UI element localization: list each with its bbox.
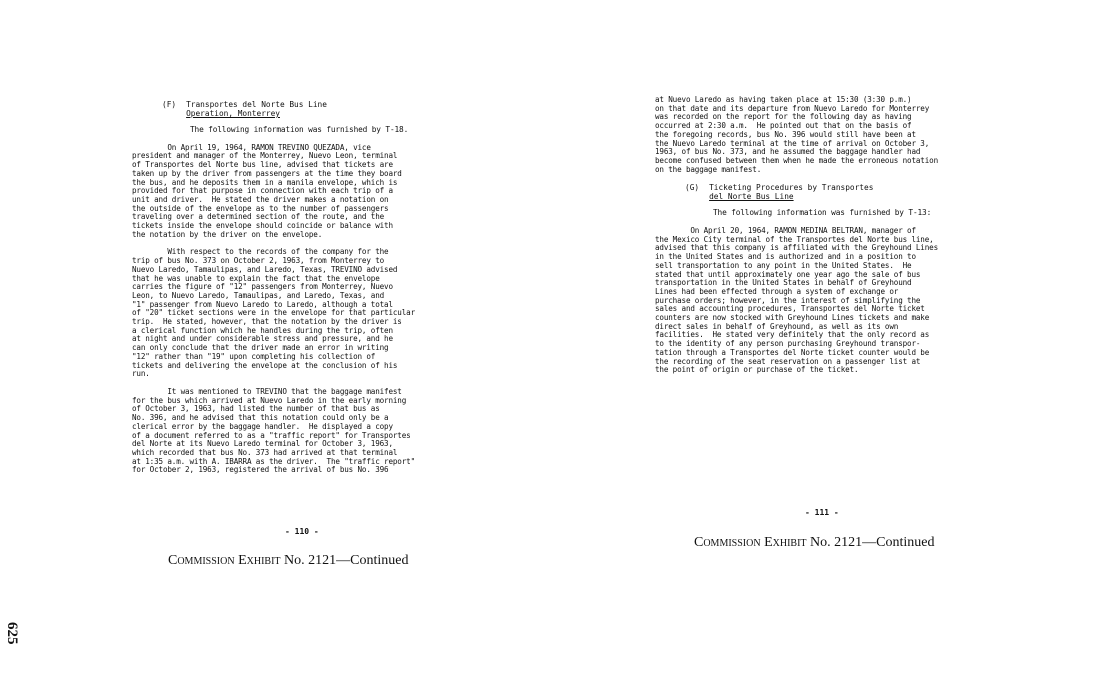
left-paragraph-2: With respect to the records of the company for the trip of bus No. 373 on October 2, 1963, from Monterrey to Nuevo Laredo, Tamaulipas, and Laredo, Texas, TREVINO advised that he was unable to explain the fact that the envelope carries the figure of "12" passengers from Monterrey, Nuevo Leon, to Nuevo Laredo, Tamaulipas, and Laredo, Texas, and "1" passenger from Nuevo Laredo to Laredo, although a total of "20" ticket sections were in the envelope for that particular trip. He stated, however, that the notation by the driver is a clerical function which he handles during the trip, often at night and under considerable stress and pressure, and he can only conclude that the driver made an error in writing "12" rather than "19" upon completing his collection of tickets and delivering the envelope at the conclusion of his run. (132, 247, 415, 379)
section-g-title-line1: Ticketing Procedures by Transportes (709, 183, 874, 193)
right-paragraph-1: On April 20, 1964, RAMON MEDINA BELTRAN, manager of the Mexico City terminal of the Transportes del Norte bus line, advised that this company is affiliated with the Greyhound Lines in the United States and is authorized and in a position to sell transportation to any point in the United States. He stated that until approximately one year ago the sale of bus transportation in the United States in behalf of Greyhound Lines had been effected through a system of exchange or purchase orders; however, in the interest of simplifying the sales and accounting procedures, Transportes del Norte ticket counters are now stocked with Greyhound Lines tickets and make direct sales in behalf of Greyhound, as well as its own facilities. He stated very definitely that the only record as to the identity of any person purchasing Greyhound transpor- tation through a Transportes del Norte ticket counter would be the recording of the seat reservation on a passenger list at the point of origin or purchase of the ticket. (655, 226, 938, 375)
left-exhibit-caption (168, 553, 408, 569)
left-paragraph-3: It was mentioned to TREVINO that the baggage manifest for the bus which arrived at Nuevo Laredo in the early morning of October 3, 1963, had listed the number of that bus as No. 396, and he advised that this notation could only be a clerical error by the baggage handler. He displayed a copy of a document referred to as a "traffic report" for Transportes del Norte at its Nuevo Laredo terminal for October 3, 1963, which recorded that bus No. 373 had arrived at that terminal at 1:35 a.m. with A. IBARRA as the driver. The "traffic report" for October 2, 1963, registered the arrival of bus No. 396 (132, 386, 415, 475)
section-f-intro: The following information was furnished by T-18. (190, 125, 409, 134)
left-page-number: - 110 - (285, 527, 319, 536)
volume-page-number: 625 (4, 622, 20, 645)
left-caption-prefix: Commission Exhibit (168, 553, 281, 568)
section-g-heading (685, 183, 1055, 201)
section-g-title (709, 183, 873, 201)
right-exhibit-caption (694, 535, 934, 551)
right-caption-suffix: No. 2121—Continued (810, 535, 935, 550)
section-f-title-line1: Transportes del Norte Bus Line (186, 100, 327, 109)
section-f-title (186, 100, 327, 118)
section-f-heading (162, 100, 512, 118)
section-g-intro: The following information was furnished by T-13: (713, 208, 932, 218)
right-opening-paragraph: at Nuevo Laredo as having taken place at 15:30 (3:30 p.m.) on that date and its departure from Nuevo Laredo for Monterrey was recorded on the report for the following day as having occurred at 2:30 a.m. He pointed out that on the basis of the foregoing records, bus No. 396 would still have been at the Nuevo Laredo terminal at the time of arrival on October 3, 1963, of bus No. 373, and he assumed the baggage handler had become confused between them when he made the erroneous notation on the baggage manifest. (655, 95, 938, 174)
section-f-title-line2: Operation, Monterrey (186, 109, 280, 118)
right-caption-prefix: Commission Exhibit (694, 535, 807, 550)
section-f-label: (F) (162, 100, 177, 109)
right-page-number: - 111 - (805, 508, 839, 517)
left-paragraph-1: On April 19, 1964, RAMON TREVINO QUEZADA, vice president and manager of the Monterrey, Nuevo Leon, terminal of Transportes del Norte bus line, advised that tickets are taken up by the driver from passengers at the time they board the bus, and he deposits them in a manila envelope, which is provided for that purpose in connection with each trip of a unit and driver. He stated the driver makes a notation on the outside of the envelope as to the number of passengers traveling over a determined section of the route, and the tickets inside the envelope should coincide or balance with the notation by the driver on the envelope. (132, 142, 402, 239)
section-g-label: (G) (685, 183, 700, 193)
right-page (655, 96, 1055, 384)
left-caption-suffix: No. 2121—Continued (284, 553, 409, 568)
left-page (132, 100, 512, 484)
section-g-title-line2: del Norte Bus Line (709, 192, 794, 202)
